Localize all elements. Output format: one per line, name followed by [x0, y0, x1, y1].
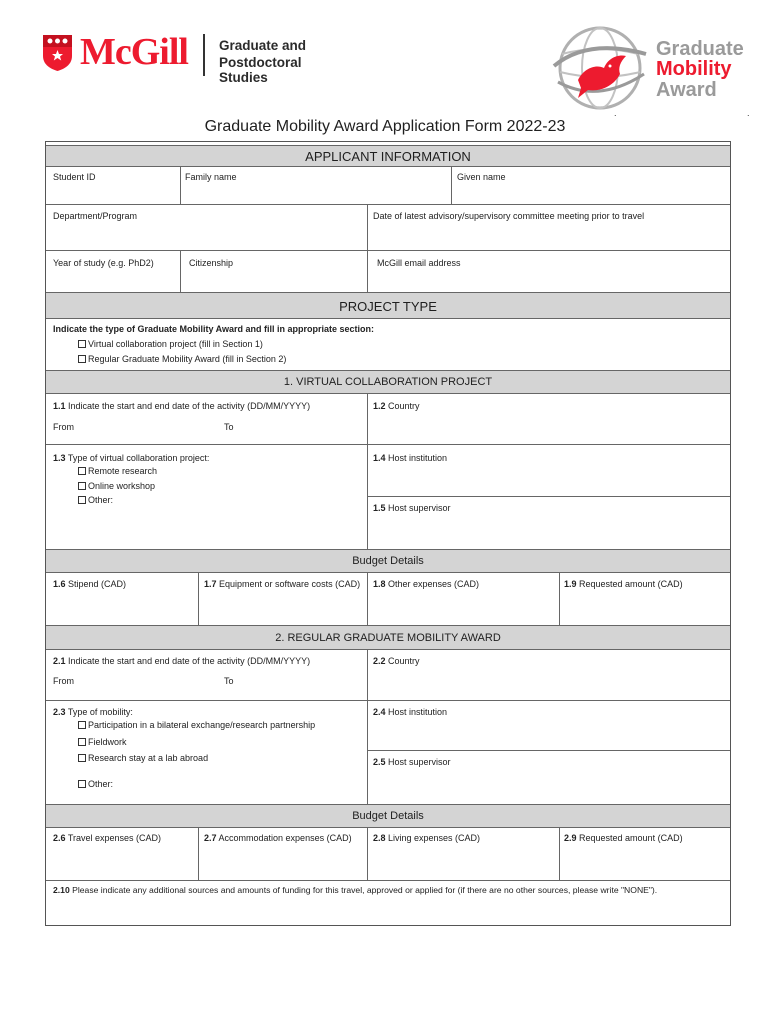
- divider: [367, 496, 730, 497]
- checkbox-icon[interactable]: [78, 340, 86, 348]
- option-regular[interactable]: [78, 354, 286, 364]
- mcgill-logo: [42, 31, 352, 85]
- scan-dot: .: [747, 108, 750, 118]
- family-name-field[interactable]: Family name: [185, 172, 237, 182]
- q-number: 2.3: [53, 707, 66, 717]
- checkbox-icon[interactable]: [78, 467, 86, 475]
- q-text: Host supervisor: [385, 503, 451, 513]
- graduate-mobility-award-logo: [548, 24, 748, 114]
- unit-name-line2: Postdoctoral Studies: [219, 55, 302, 85]
- divider: [46, 204, 730, 205]
- q-number: 2.5: [373, 757, 386, 767]
- q-number: 2.4: [373, 707, 386, 717]
- checkbox-icon[interactable]: [78, 780, 86, 788]
- q1-1-to-field[interactable]: To: [224, 422, 234, 432]
- divider: [367, 650, 368, 804]
- mcgill-wordmark: McGill: [80, 31, 188, 73]
- q-number: 1.3: [53, 453, 66, 463]
- option-online-workshop[interactable]: [78, 481, 155, 491]
- q2-6-travel-expenses-field[interactable]: [53, 833, 161, 843]
- award-logo-line1: Graduate: [656, 38, 744, 60]
- mcgill-crest-icon: [42, 34, 73, 72]
- q2-1-label: [53, 656, 310, 666]
- section2-heading: 2. REGULAR GRADUATE MOBILITY AWARD: [46, 625, 730, 650]
- divider: [46, 700, 730, 701]
- option-label: Other:: [88, 495, 114, 505]
- q-number: 1.9: [564, 579, 577, 589]
- option-virtual-label: Virtual collaboration project (fill in Section 1): [88, 339, 263, 349]
- q1-4-host-institution-field[interactable]: [373, 453, 447, 463]
- email-field[interactable]: McGill email address: [377, 258, 461, 268]
- year-of-study-field[interactable]: Year of study (e.g. PhD2): [53, 258, 154, 268]
- q-text: Requested amount (CAD): [576, 833, 683, 843]
- award-logo-line3: Award: [656, 79, 717, 101]
- checkbox-icon[interactable]: [78, 496, 86, 504]
- option-label: Remote research: [88, 466, 158, 476]
- given-name-field[interactable]: Given name: [457, 172, 506, 182]
- logo-divider: [203, 34, 205, 76]
- q1-8-other-expenses-field[interactable]: [373, 579, 479, 589]
- q-number: 2.9: [564, 833, 577, 843]
- project-type-instruction: Indicate the type of Graduate Mobility Award and fill in appropriate section:: [53, 324, 375, 334]
- q1-2-country-field[interactable]: [373, 401, 420, 411]
- divider: [180, 250, 181, 292]
- divider: [198, 573, 199, 625]
- q-number: 1.6: [53, 579, 66, 589]
- q-text: Accommodation expenses (CAD): [216, 833, 352, 843]
- q-number: 1.1: [53, 401, 66, 411]
- q-text: Country: [385, 401, 420, 411]
- scan-dot: .: [614, 108, 617, 118]
- option-lab-abroad[interactable]: [78, 753, 208, 763]
- q1-1-label: [53, 401, 310, 411]
- q-text: Country: [385, 656, 420, 666]
- divider: [367, 573, 368, 625]
- award-logo-line2: Mobility: [656, 58, 732, 80]
- q-number: 1.8: [373, 579, 386, 589]
- divider: [46, 444, 730, 445]
- q-number: 1.2: [373, 401, 386, 411]
- divider: [451, 167, 452, 204]
- option-other-mobility[interactable]: [78, 779, 113, 789]
- q-number: 1.7: [204, 579, 217, 589]
- q1-3-label: [53, 453, 209, 463]
- q-text: Other expenses (CAD): [385, 579, 480, 589]
- q-number: 2.1: [53, 656, 66, 666]
- q-number: 2.7: [204, 833, 217, 843]
- project-type-heading: PROJECT TYPE: [46, 292, 730, 319]
- q-text: Stipend (CAD): [65, 579, 127, 589]
- citizenship-field[interactable]: Citizenship: [189, 258, 234, 268]
- q2-10-other-funding-field[interactable]: [53, 885, 657, 895]
- divider: [180, 167, 181, 204]
- divider: [198, 828, 199, 880]
- q-text: Indicate the start and end date of the activity (DD/MM/YYYY): [65, 656, 311, 666]
- globe-bird-icon: [548, 24, 652, 114]
- q2-2-country-field[interactable]: [373, 656, 420, 666]
- q-text: Host institution: [385, 707, 448, 717]
- q-text: Requested amount (CAD): [576, 579, 683, 589]
- divider: [559, 573, 560, 625]
- divider: [367, 394, 368, 549]
- committee-date-field[interactable]: Date of latest advisory/supervisory committee meeting prior to travel: [373, 211, 645, 221]
- option-label: Online workshop: [88, 481, 156, 491]
- option-label: Fieldwork: [88, 737, 127, 747]
- q-number: 2.6: [53, 833, 66, 843]
- option-remote-research[interactable]: [78, 466, 157, 476]
- q1-5-host-supervisor-field[interactable]: [373, 503, 451, 513]
- q-number: 2.8: [373, 833, 386, 843]
- student-id-field[interactable]: Student ID: [53, 172, 96, 182]
- divider: [559, 828, 560, 880]
- applicant-info-heading: APPLICANT INFORMATION: [46, 145, 730, 167]
- checkbox-icon[interactable]: [78, 355, 86, 363]
- section1-budget-heading: Budget Details: [46, 549, 730, 573]
- option-regular-label: Regular Graduate Mobility Award (fill in Section 2): [88, 354, 287, 364]
- divider: [367, 204, 368, 250]
- q2-3-label: [53, 707, 133, 717]
- q-text: Travel expenses (CAD): [65, 833, 162, 843]
- q-text: Type of virtual collaboration project:: [65, 453, 210, 463]
- option-virtual[interactable]: [78, 339, 263, 349]
- q-text: Type of mobility:: [65, 707, 133, 717]
- section2-budget-heading: Budget Details: [46, 804, 730, 828]
- unit-name-line1: Graduate and: [219, 38, 307, 53]
- divider: [46, 250, 730, 251]
- checkbox-icon[interactable]: [78, 754, 86, 762]
- q-text: Living expenses (CAD): [385, 833, 481, 843]
- q-number: 2.2: [373, 656, 386, 666]
- checkbox-icon[interactable]: [78, 482, 86, 490]
- form-title: Graduate Mobility Award Application Form 2022-23: [204, 118, 566, 135]
- section1-heading: 1. VIRTUAL COLLABORATION PROJECT: [46, 370, 730, 394]
- q1-6-stipend-field[interactable]: [53, 579, 126, 589]
- divider: [367, 250, 368, 292]
- q2-9-requested-amount-field[interactable]: [564, 833, 683, 843]
- divider: [367, 828, 368, 880]
- q1-7-equipment-field[interactable]: [204, 579, 360, 589]
- application-form: [45, 141, 731, 926]
- q2-4-host-institution-field[interactable]: [373, 707, 447, 717]
- q1-1-from-field[interactable]: From: [53, 422, 74, 432]
- option-fieldwork[interactable]: [78, 737, 127, 747]
- q2-5-host-supervisor-field[interactable]: [373, 757, 451, 767]
- q-text: Equipment or software costs (CAD): [216, 579, 361, 589]
- option-bilateral-exchange[interactable]: [78, 720, 315, 730]
- q-number: 1.4: [373, 453, 386, 463]
- q-number: 2.10: [53, 885, 70, 895]
- department-field[interactable]: Department/Program: [53, 211, 138, 221]
- q2-8-living-expenses-field[interactable]: [373, 833, 480, 843]
- q-text: Host supervisor: [385, 757, 451, 767]
- option-other-virtual[interactable]: [78, 495, 113, 505]
- q2-7-accommodation-field[interactable]: [204, 833, 352, 843]
- divider: [46, 880, 730, 881]
- checkbox-icon[interactable]: [78, 738, 86, 746]
- q-text: Indicate the start and end date of the activity (DD/MM/YYYY): [65, 401, 311, 411]
- option-label: Other:: [88, 779, 114, 789]
- q2-1-to-field[interactable]: To: [224, 676, 234, 686]
- q-text: Please indicate any additional sources and amounts of funding for this travel, approved or applied for (if there are no other sources, please write "NONE").: [69, 885, 658, 895]
- q1-9-requested-amount-field[interactable]: [564, 579, 683, 589]
- q2-1-from-field[interactable]: From: [53, 676, 74, 686]
- option-label: Participation in a bilateral exchange/research partnership: [88, 720, 316, 730]
- q-number: 1.5: [373, 503, 386, 513]
- option-label: Research stay at a lab abroad: [88, 753, 209, 763]
- checkbox-icon[interactable]: [78, 721, 86, 729]
- divider: [367, 750, 730, 751]
- q-text: Host institution: [385, 453, 448, 463]
